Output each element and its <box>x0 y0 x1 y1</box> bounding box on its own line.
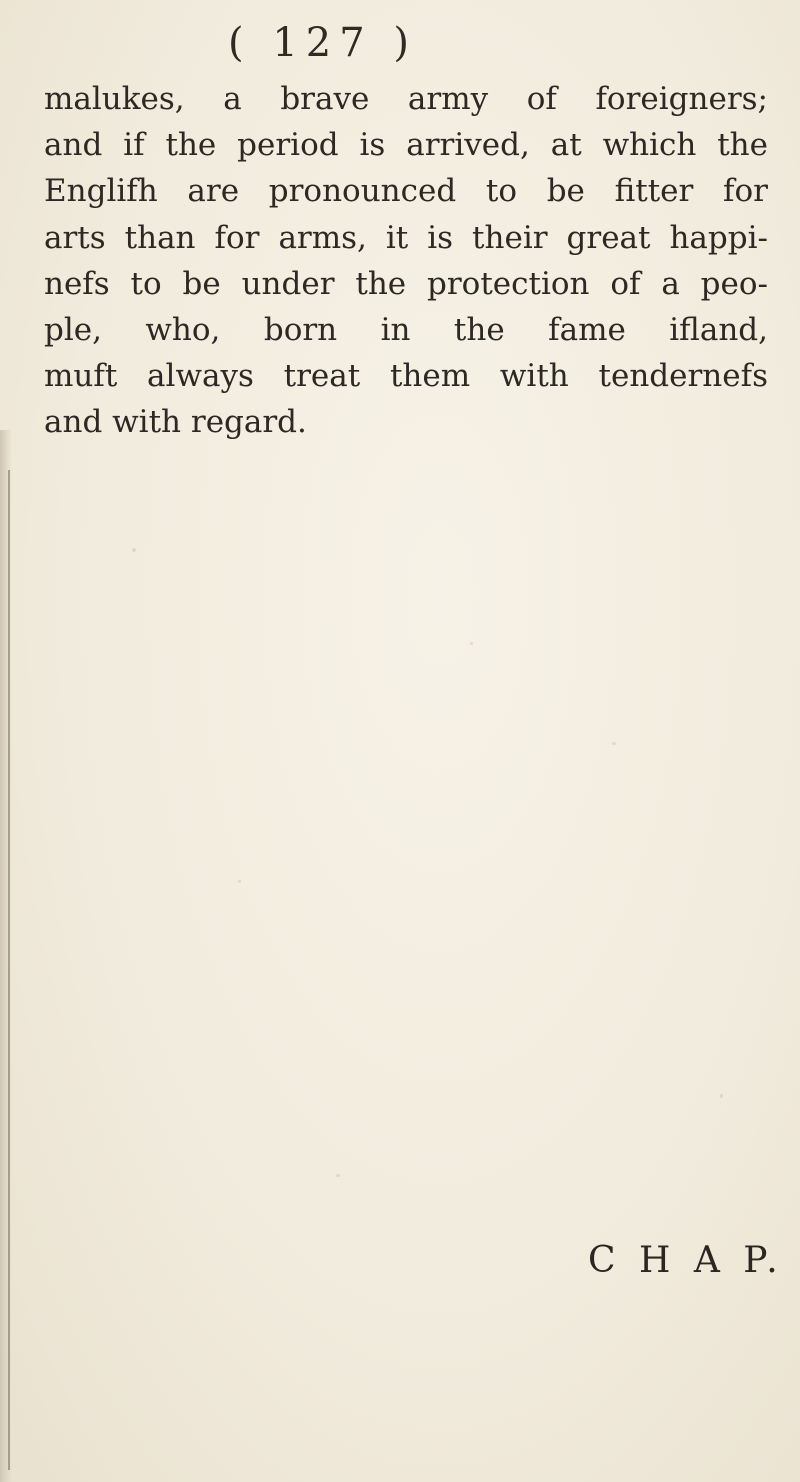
binding-gutter <box>0 430 12 1482</box>
paper-speck <box>470 642 473 645</box>
paper-speck <box>612 742 616 745</box>
text-line: arts than for arms, it is their great happi- <box>44 219 768 256</box>
paper-speck <box>132 548 136 552</box>
text-line: Englifh are pronounced to be fitter for <box>44 173 768 210</box>
text-line: malukes, a brave army of foreigners; <box>44 81 768 117</box>
catchword: C H A P. <box>588 1240 784 1281</box>
paper-speck <box>336 1174 340 1177</box>
page-number: ( 127 ) <box>228 20 417 66</box>
text-line: and with regard. <box>44 404 307 441</box>
paper-speck <box>238 880 241 883</box>
text-line: muft always treat them with tendernefs <box>44 358 768 395</box>
body-paragraph <box>44 76 768 446</box>
text-line: nefs to be under the protection of a peo- <box>44 265 768 302</box>
paper-speck <box>720 1094 723 1098</box>
binding-edge-line <box>8 470 10 1470</box>
text-line: ple, who, born in the fame ifland, <box>44 312 768 349</box>
text-line: and if the period is arrived, at which the <box>44 127 768 164</box>
